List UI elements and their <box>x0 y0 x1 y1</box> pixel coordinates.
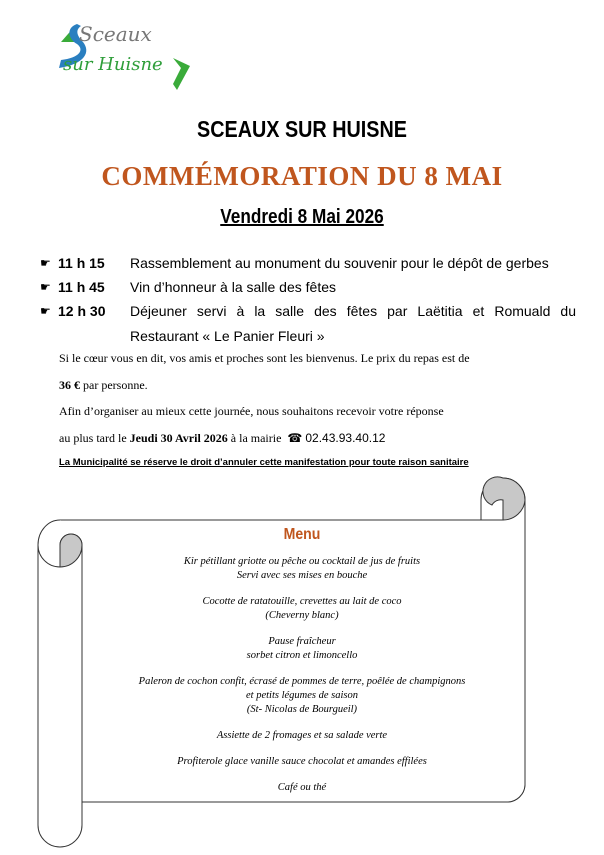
menu-item: Assiette de 2 fromages et sa salade verte <box>216 730 388 741</box>
menu-item: Paleron de cochon confit, écrasé de pommes de terre, poêlée de champignons <box>138 676 466 687</box>
info-line: Si le cœur vous en dit, vos amis et proches sont les bienvenus. Le prix du repas est de <box>59 351 470 365</box>
schedule-time: 11 h 15 <box>58 255 105 271</box>
menu-item: Café ou thé <box>277 782 327 793</box>
info-line: Afin d’organiser au mieux cette journée, nous souhaitons recevoir votre réponse <box>59 404 444 418</box>
menu-title: Menu <box>283 526 321 543</box>
phone-icon: ☎ <box>287 431 303 445</box>
phone-number: 02.43.93.40.12 <box>305 431 386 445</box>
menu-item: (Cheverny blanc) <box>265 610 339 621</box>
town-heading: SCEAUX SUR HUISNE <box>197 116 407 142</box>
menu-list <box>90 555 514 795</box>
info-text: par personne. <box>80 378 148 392</box>
menu-item: Profiterole glace vanille sauce chocolat et amandes effilées <box>177 756 427 767</box>
schedule-text-continued: Restaurant « Le Panier Fleuri » <box>130 328 325 344</box>
schedule-time: 11 h 45 <box>58 279 105 295</box>
menu-item: et petits légumes de saison <box>246 690 358 701</box>
menu-item: Cocotte de ratatouille, crevettes au lait de coco <box>202 596 402 607</box>
schedule-text: Déjeuner servi à la salle des fêtes par Laëtitia et Romuald du <box>130 303 576 319</box>
event-title: COMMÉMORATION DU 8 MAI <box>101 161 503 191</box>
menu-item: Servi avec ses mises en bouche <box>236 570 368 581</box>
event-date-text: Vendredi 8 Mai 2026 <box>220 206 384 228</box>
pointing-hand-icon: ☛ <box>40 304 51 318</box>
schedule-text: Rassemblement au monument du souvenir pour le dépôt de gerbes <box>130 255 549 271</box>
menu-item: Pause fraîcheur <box>268 636 336 647</box>
menu-item: (St- Nicolas de Bourgueil) <box>246 704 358 715</box>
info-text: au plus tard le <box>59 431 130 445</box>
menu-item: Kir pétillant griotte ou pêche ou cocktail de jus de fruits <box>183 556 421 567</box>
logo-text-line1: Sceaux <box>79 22 152 46</box>
deadline: Jeudi 30 Avril 2026 <box>129 431 228 445</box>
pointing-hand-icon: ☛ <box>40 256 51 270</box>
pointing-hand-icon: ☛ <box>40 280 51 294</box>
schedule-time: 12 h 30 <box>58 303 106 319</box>
price: 36 € <box>59 378 80 392</box>
menu-item: sorbet citron et limoncello <box>246 650 358 661</box>
info-text: à la mairie <box>227 431 282 445</box>
logo-text-line2: sur Huisne <box>63 54 163 75</box>
cancellation-notice: La Municipalité se réserve le droit d’annuler cette manifestation pour toute raison sanitaire <box>59 457 469 468</box>
schedule-text: Vin d’honneur à la salle des fêtes <box>130 279 336 295</box>
